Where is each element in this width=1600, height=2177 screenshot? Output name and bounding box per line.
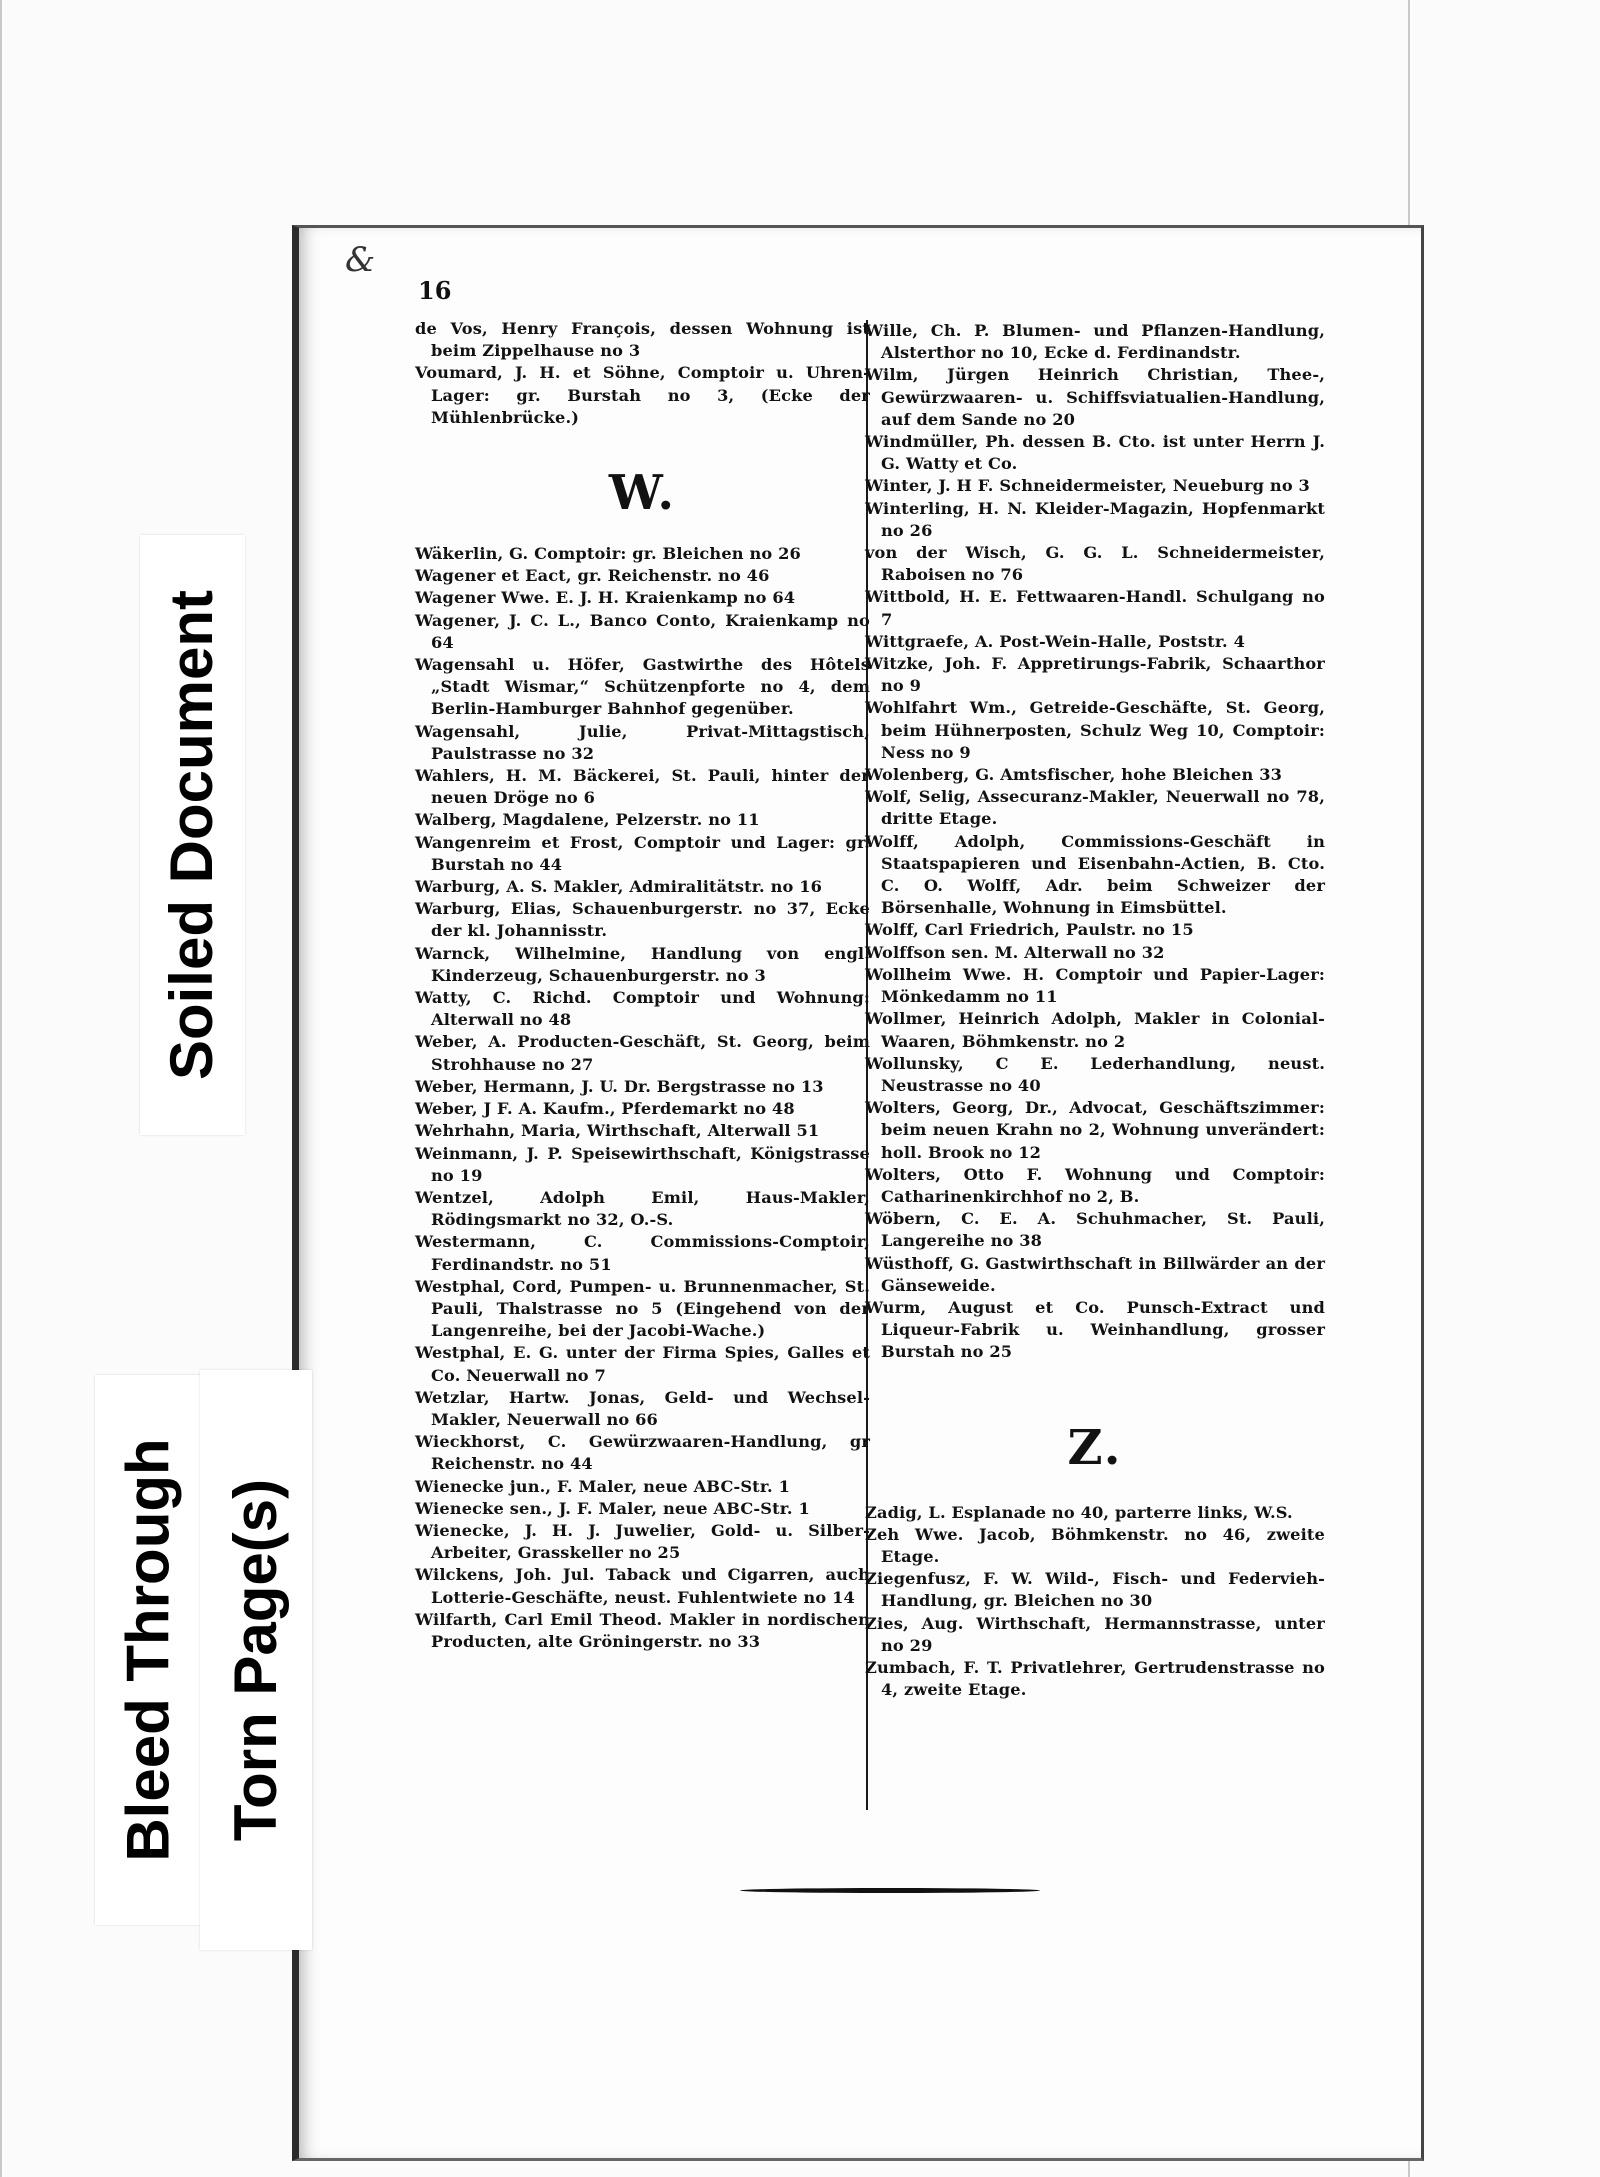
directory-entry: Wöbern, C. E. A. Schuhmacher, St. Pauli, Langereihe no 38 [865,1209,1325,1251]
directory-entry: Westphal, Cord, Pumpen- u. Brunnenmacher, St. Pauli, Thalstrasse no 5 (Eingehend von der Langenreihe, bei der Jacobi-Wache.) [415,1276,870,1341]
directory-entry: Wilckens, Joh. Jul. Taback und Cigarren, auch Lotterie-Geschäfte, neust. Fuhlentwiete no 14 [415,1565,870,1607]
directory-entry: Zies, Aug. Wirthschaft, Hermannstrasse, unter no 29 [865,1613,1325,1655]
directory-entry: Warburg, A. S. Makler, Admiralitätstr. no 16 [415,877,823,897]
bleed-through-text: Bleed Through [115,1438,182,1862]
bleed-through-label [95,1375,203,1925]
directory-entry: Warnck, Wilhelmine, Handlung von engl. Kinderzeug, Schauenburgerstr. no 3 [415,943,870,985]
directory-entry: Wehrhahn, Maria, Wirthschaft, Alterwall 51 [415,1121,820,1141]
directory-entry: Zumbach, F. T. Privatlehrer, Gertrudenstrasse no 4, zweite Etage. [865,1657,1325,1700]
directory-entry: Zeh Wwe. Jacob, Böhmkenstr. no 46, zweite Etage. [865,1524,1325,1566]
directory-entry: Winter, J. H F. Schneidermeister, Neueburg no 3 [865,476,1310,496]
directory-entry: Wagensahl u. Höfer, Gastwirthe des Hôtels „Stadt Wismar,“ Schützenpforte no 4, dem Berlin-Hamburger Bahnhof gegenüber. [415,655,870,719]
directory-entry: Voumard, J. H. et Söhne, Comptoir u. Uhren-Lager: gr. Burstah no 3, (Ecke der Mühlenbrücke.) [415,363,870,427]
directory-entry: Weinmann, J. P. Speisewirthschaft, Königstrasse no 19 [415,1143,870,1185]
left-w-entries [415,543,870,1653]
directory-entry: Wolters, Otto F. Wohnung und Comptoir: Catharinenkirchhof no 2, B. [865,1164,1325,1206]
right-column [865,320,1325,1701]
right-z-entries [865,1502,1325,1702]
directory-entry: Ziegenfusz, F. W. Wild-, Fisch- und Federvieh-Handlung, gr. Bleichen no 30 [865,1569,1325,1611]
background-crease-left [0,0,2,2177]
directory-entry: Wüsthoff, G. Gastwirthschaft in Billwärder an der Gänseweide. [865,1253,1325,1295]
directory-entry: Wittgraefe, A. Post-Wein-Halle, Poststr. 4 [865,631,1245,651]
right-w-entries [865,320,1325,1364]
end-rule [740,1888,1040,1893]
directory-entry: Wagener, J. C. L., Banco Conto, Kraienkamp no 64 [415,610,870,652]
directory-entry: Westphal, E. G. unter der Firma Spies, Galles et Co. Neuerwall no 7 [415,1343,870,1385]
directory-entry: Wienecke, J. H. J. Juwelier, Gold- u. Silber-Arbeiter, Grasskeller no 25 [415,1520,870,1563]
directory-entry: Wolffson sen. M. Alterwall no 32 [865,942,1165,962]
torn-pages-text: Torn Page(s) [222,1478,290,1842]
page-number: 16 [418,276,452,305]
directory-entry: Wollmer, Heinrich Adolph, Makler in Colonial-Waaren, Böhmkenstr. no 2 [865,1009,1325,1051]
pencil-mark: & [345,240,376,280]
directory-entry: Weber, Hermann, J. U. Dr. Bergstrasse no 13 [415,1076,824,1096]
directory-entry: Wangenreim et Frost, Comptoir und Lager: gr. Burstah no 44 [415,832,870,874]
directory-entry: Wagener Wwe. E. J. H. Kraienkamp no 64 [415,588,796,608]
soiled-document-text: Soiled Document [158,589,226,1081]
directory-entry: Wittbold, H. E. Fettwaaren-Handl. Schulgang no 7 [865,587,1325,629]
directory-entry: Witzke, Joh. F. Appretirungs-Fabrik, Schaarthor no 9 [865,654,1325,696]
directory-entry: Wilfarth, Carl Emil Theod. Makler in nordischen Producten, alte Gröningerstr. no 33 [415,1609,870,1651]
directory-entry: Wienecke sen., J. F. Maler, neue ABC-Str. 1 [415,1498,810,1518]
left-column [415,318,870,1653]
left-top-entries [415,318,870,429]
directory-entry: Wilm, Jürgen Heinrich Christian, Thee-, Gewürzwaaren- u. Schiffsviatualien-Handlung, auf dem Sande no 20 [865,365,1325,429]
directory-entry: Wetzlar, Hartw. Jonas, Geld- und Wechsel-Makler, Neuerwall no 66 [415,1387,870,1429]
directory-entry: Westermann, C. Commissions-Comptoir, Ferdinandstr. no 51 [415,1232,870,1274]
section-heading-w: W. [608,465,677,522]
directory-entry: Zadig, L. Esplanade no 40, parterre links, W.S. [865,1502,1293,1522]
directory-entry: Walberg, Magdalene, Pelzerstr. no 11 [415,810,760,830]
directory-entry: Wurm, August et Co. Punsch-Extract und Liqueur-Fabrik u. Weinhandlung, grosser Burstah no 25 [865,1297,1325,1362]
directory-entry: Wolters, Georg, Dr., Advocat, Geschäftszimmer: beim neuen Krahn no 2, Wohnung unverändert: holl. Brook no 12 [865,1098,1325,1162]
directory-entry: Wäkerlin, G. Comptoir: gr. Bleichen no 26 [415,544,801,564]
section-heading-z: Z. [1067,1419,1123,1476]
soiled-document-label [140,535,245,1135]
directory-entry: von der Wisch, G. G. L. Schneidermeister, Raboisen no 76 [865,543,1325,585]
directory-entry: Winterling, H. N. Kleider-Magazin, Hopfenmarkt no 26 [865,498,1325,540]
directory-entry: Wollunsky, C E. Lederhandlung, neust. Neustrasse no 40 [865,1053,1325,1095]
directory-entry: Windmüller, Ph. dessen B. Cto. ist unter Herrn J. G. Watty et Co. [865,432,1325,474]
directory-entry: Wagensahl, Julie, Privat-Mittagstisch, Paulstrasse no 32 [415,721,870,763]
directory-entry: Wentzel, Adolph Emil, Haus-Makler, Rödingsmarkt no 32, O.-S. [415,1187,870,1230]
directory-entry: Weber, J F. A. Kaufm., Pferdemarkt no 48 [415,1099,795,1119]
torn-pages-label [200,1370,312,1950]
directory-entry: Wienecke jun., F. Maler, neue ABC-Str. 1 [415,1476,790,1496]
directory-entry: Wolff, Carl Friedrich, Paulstr. no 15 [865,920,1194,940]
directory-entry: Wahlers, H. M. Bäckerei, St. Pauli, hinter der neuen Dröge no 6 [415,766,870,808]
directory-entry: Wolff, Adolph, Commissions-Geschäft in Staatspapieren und Eisenbahn-Actien, B. Cto. C. O. Wolff, Adr. beim Schweizer der Börsenhalle, Wohnung in Eimsbüttel. [865,831,1325,918]
directory-entry: Watty, C. Richd. Comptoir und Wohnung: Alterwall no 48 [415,988,870,1030]
directory-entry: Wieckhorst, C. Gewürzwaaren-Handlung, gr Reichenstr. no 44 [415,1432,870,1474]
directory-entry: de Vos, Henry François, dessen Wohnung ist beim Zippelhause no 3 [415,319,870,361]
directory-entry: Weber, A. Producten-Geschäft, St. Georg, beim Strohhause no 27 [415,1032,870,1074]
directory-entry: Wolf, Selig, Assecuranz-Makler, Neuerwall no 78, dritte Etage. [865,787,1325,829]
directory-entry: Wille, Ch. P. Blumen- und Pflanzen-Handlung, Alsterthor no 10, Ecke d. Ferdinandstr. [865,321,1325,363]
directory-entry: Warburg, Elias, Schauenburgerstr. no 37, Ecke der kl. Johannisstr. [415,899,870,941]
directory-entry: Wolenberg, G. Amtsfischer, hohe Bleichen 33 [865,765,1283,785]
directory-entry: Wollheim Wwe. H. Comptoir und Papier-Lager: Mönkedamm no 11 [865,964,1325,1007]
directory-entry: Wagener et Eact, gr. Reichenstr. no 46 [415,566,770,586]
directory-entry: Wohlfahrt Wm., Getreide-Geschäfte, St. Georg, beim Hühnerposten, Schulz Weg 10, Comptoir: Ness no 9 [865,698,1325,762]
